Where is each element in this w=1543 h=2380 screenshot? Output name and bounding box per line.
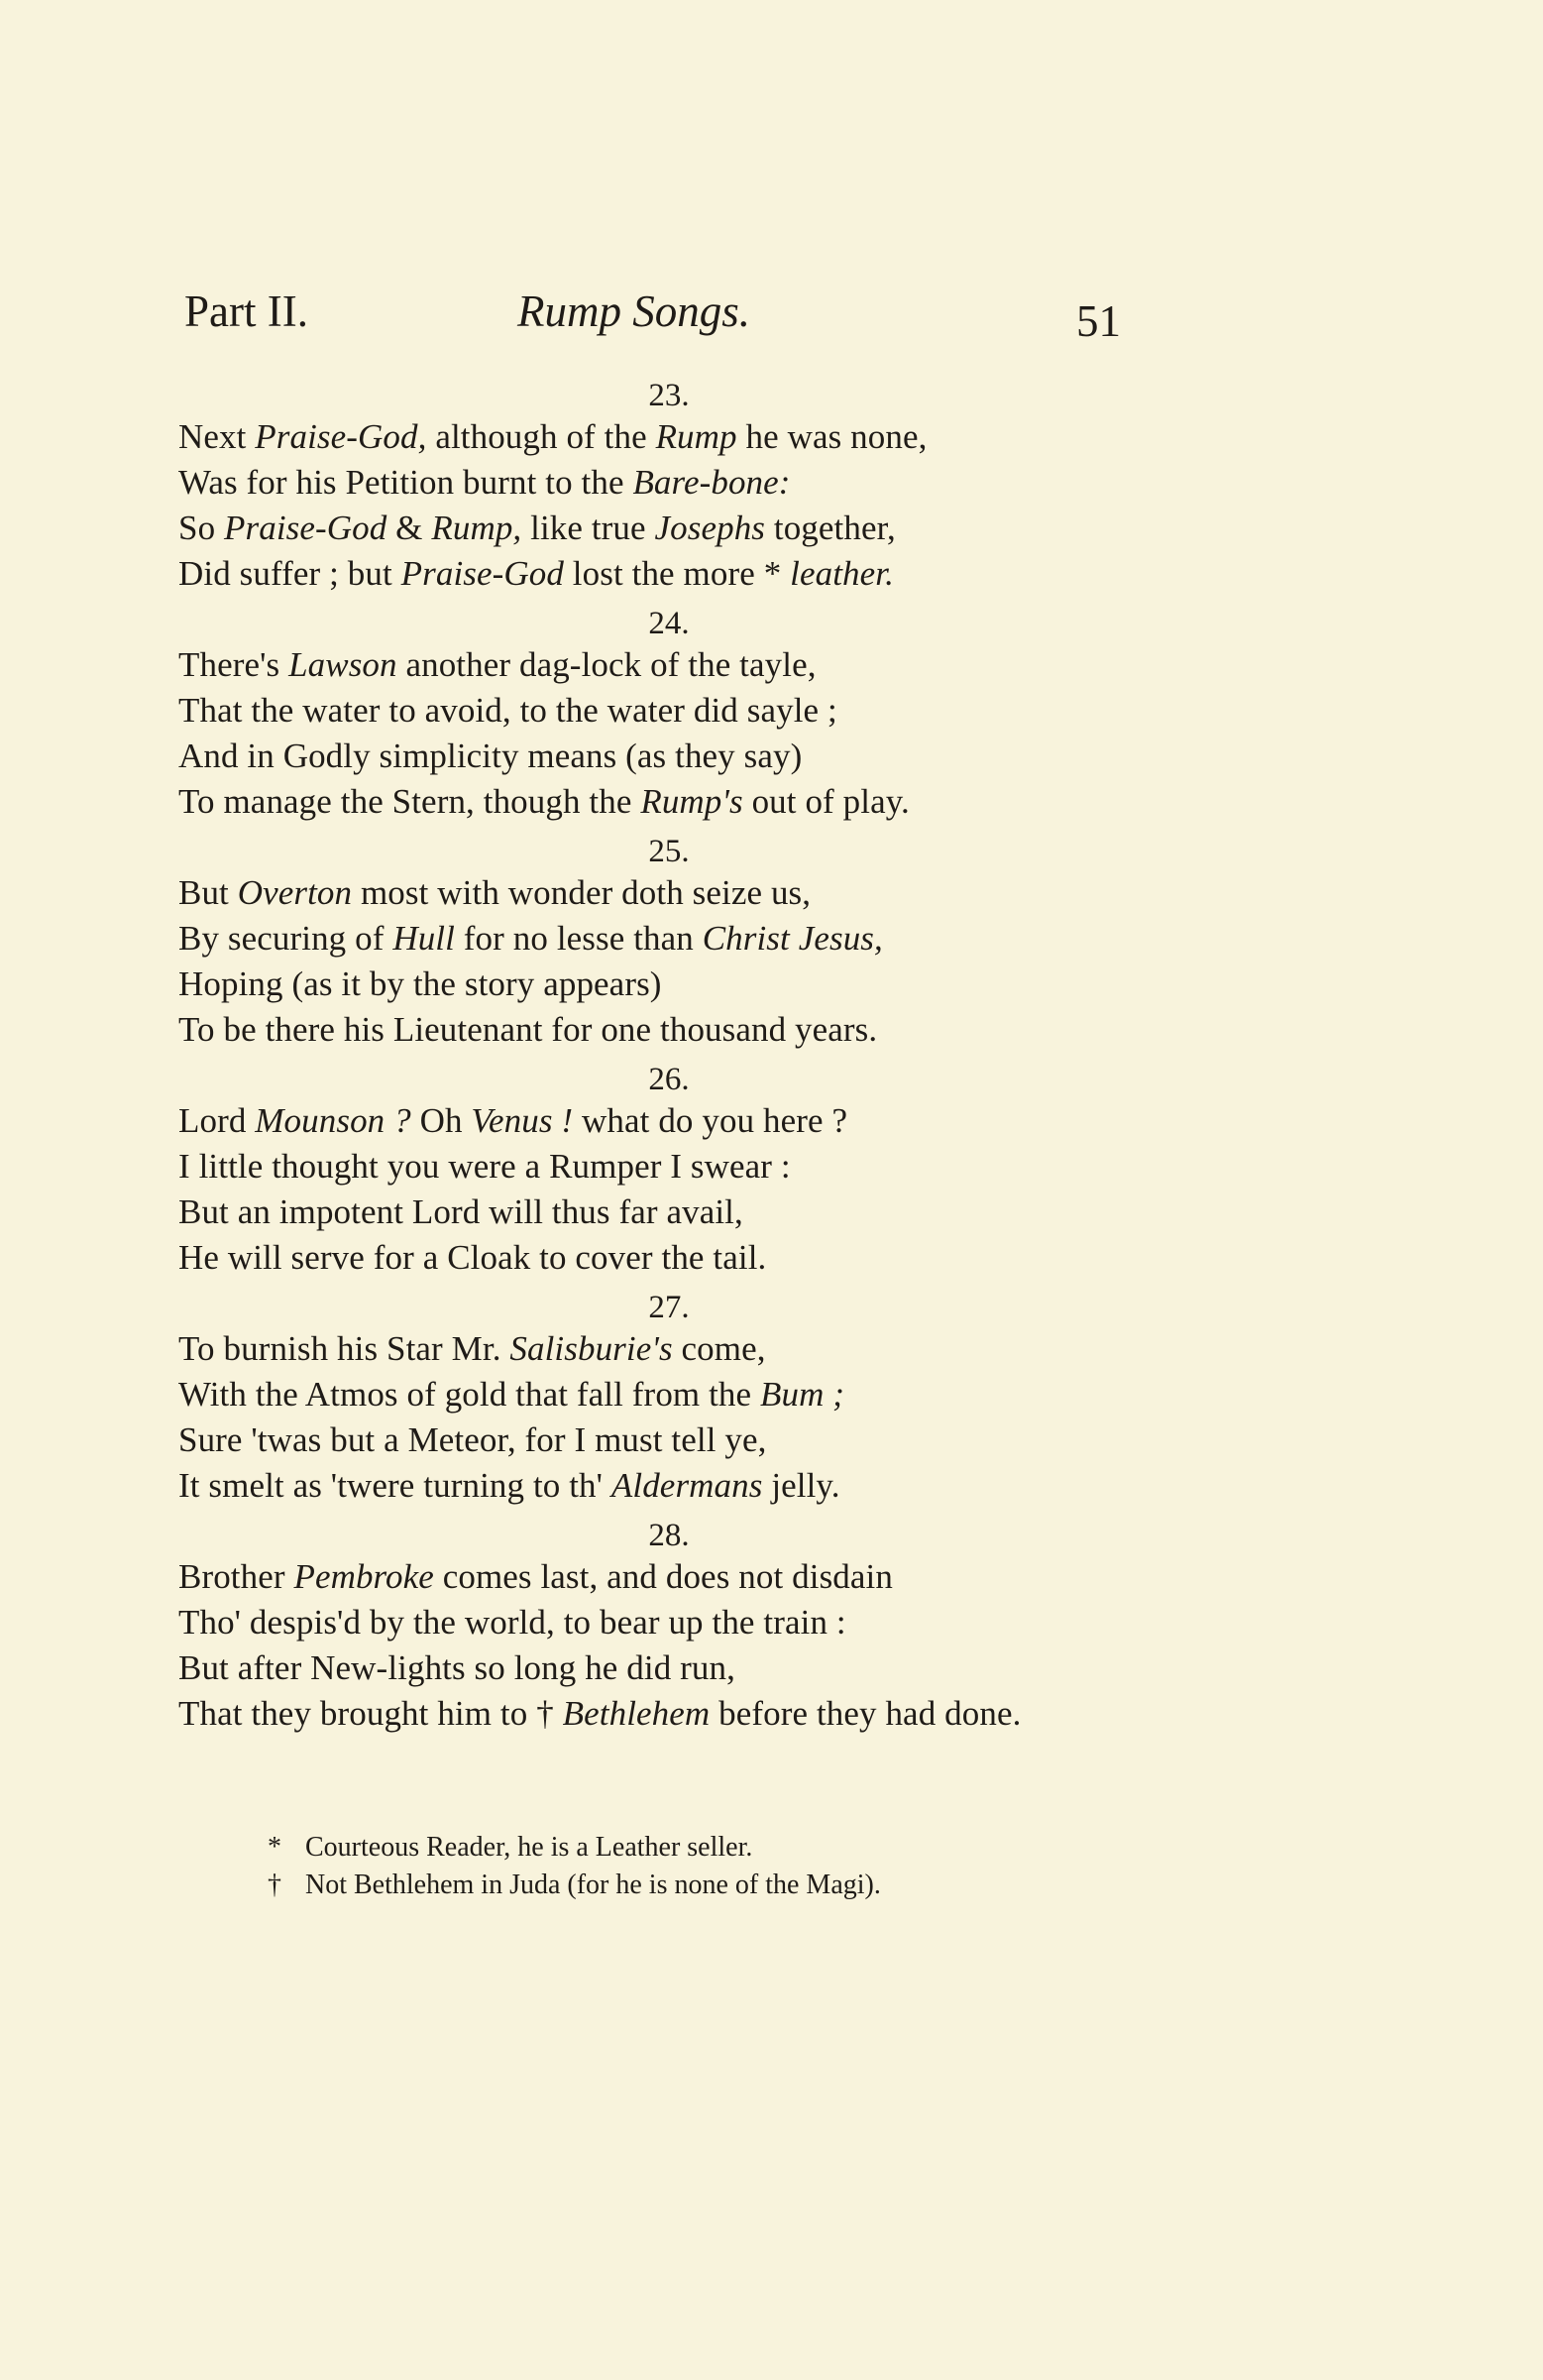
- italic-text: Praise-God: [400, 554, 564, 593]
- italic-text: Christ Jesus,: [702, 919, 883, 958]
- verse-text: &: [386, 509, 432, 547]
- verse-text: he was none,: [736, 417, 928, 456]
- verse-line: [178, 1144, 1130, 1190]
- verse-line: [178, 1190, 1130, 1235]
- verse-text: Oh: [410, 1101, 472, 1140]
- italic-text: Salisburie's: [509, 1329, 673, 1368]
- italic-text: Praise-God,: [255, 417, 427, 456]
- verse-text: out of play.: [742, 782, 910, 821]
- verse-text: But: [178, 873, 238, 912]
- stanza: [178, 1061, 1130, 1281]
- verse-line: [178, 779, 1130, 825]
- verse-text: for no lesse than: [454, 919, 703, 958]
- stanza-number: 25.: [648, 834, 690, 869]
- footnote: [268, 1829, 1140, 1867]
- verse-text: Next: [178, 417, 256, 456]
- italic-text: Aldermans: [610, 1466, 763, 1505]
- verse-text: By securing of: [178, 919, 393, 958]
- verse-line: [178, 916, 1130, 962]
- running-title: Rump Songs.: [517, 286, 750, 336]
- verse-text: To burnish his Star Mr.: [178, 1329, 510, 1368]
- italic-text: Overton: [237, 873, 353, 912]
- verse-line: [178, 1326, 1130, 1372]
- verse-text: lost the more *: [563, 554, 791, 593]
- verse-line: [178, 1417, 1130, 1463]
- stanza: [178, 377, 1130, 597]
- verse-line: [178, 1235, 1130, 1281]
- verse-text: come,: [672, 1329, 766, 1368]
- verse-line: [178, 1007, 1130, 1053]
- verse-text: And in Godly simplicity means (as they say): [178, 737, 803, 775]
- verse-text: Was for his Petition burnt to the: [178, 463, 633, 502]
- italic-text: Praise-God: [224, 509, 387, 547]
- verse-text: Lord: [178, 1101, 256, 1140]
- italic-text: Rump's: [640, 782, 743, 821]
- verse-line: [178, 1463, 1130, 1509]
- verse-text: together,: [765, 509, 896, 547]
- verse-line: [178, 1645, 1130, 1691]
- italic-text: Mounson ?: [255, 1101, 411, 1140]
- verse-line: [178, 1691, 1130, 1737]
- italic-text: Rump,: [431, 509, 522, 547]
- verse-line: [178, 506, 1130, 551]
- verse-text: It smelt as 'twere turning to th': [178, 1466, 611, 1505]
- italic-text: Lawson: [288, 645, 397, 684]
- stanza: [178, 605, 1130, 825]
- verse-line: [178, 870, 1130, 916]
- verse-text: That they brought him to: [178, 1694, 537, 1733]
- italic-text: Rump: [655, 417, 737, 456]
- footnotes: [268, 1829, 1140, 1904]
- stanza-number: 24.: [648, 606, 690, 641]
- verse-line: [178, 1554, 1130, 1600]
- stanza-number: 27.: [648, 1290, 690, 1325]
- verse-text: That the water to avoid, to the water did sayle ;: [178, 691, 837, 730]
- italic-text: Pembroke: [293, 1557, 434, 1596]
- poem-body: [178, 377, 1130, 1745]
- verse-text: jelly.: [762, 1466, 840, 1505]
- verse-text: But an impotent Lord will thus far avail,: [178, 1192, 743, 1231]
- footnote: [268, 1867, 1140, 1904]
- italic-text: Bethlehem: [562, 1694, 711, 1733]
- verse-text: comes last, and does not disdain: [433, 1557, 893, 1596]
- italic-text: Bare-bone:: [632, 463, 791, 502]
- verse-text: To be there his Lieutenant for one thousand years.: [178, 1010, 878, 1049]
- verse-line: [178, 1600, 1130, 1645]
- verse-text: another dag-lock of the tayle,: [396, 645, 817, 684]
- verse-text: Tho' despis'd by the world, to bear up the train :: [178, 1603, 846, 1642]
- verse-line: [178, 962, 1130, 1007]
- verse-text: Brother: [178, 1557, 294, 1596]
- stanza: [178, 1517, 1130, 1737]
- verse-text: like true: [521, 509, 655, 547]
- verse-text: With the Atmos of gold that fall from the: [178, 1375, 760, 1414]
- verse-text: Sure 'twas but a Meteor, for I must tell ye,: [178, 1420, 767, 1459]
- part-label: Part II.: [184, 286, 308, 336]
- verse-line: [178, 734, 1130, 779]
- verse-text: Did suffer ; but: [178, 554, 401, 593]
- verse-text: I little thought you were a Rumper I swear :: [178, 1147, 791, 1186]
- italic-text: Bum ;: [760, 1375, 845, 1414]
- stanza-number: 23.: [648, 378, 690, 413]
- verse-text: most with wonder doth seize us,: [352, 873, 812, 912]
- verse-text: Hoping (as it by the story appears): [178, 964, 662, 1003]
- verse-text: But after New-lights so long he did run,: [178, 1648, 735, 1687]
- italic-text: Josephs: [654, 509, 766, 547]
- verse-line: [178, 642, 1130, 688]
- footnote-text: Courteous Reader, he is a Leather seller.: [305, 1832, 753, 1863]
- verse-line: [178, 551, 1130, 597]
- verse-line: [178, 460, 1130, 506]
- footnote-text: Not Bethlehem in Juda (for he is none of the Magi).: [305, 1870, 881, 1900]
- verse-text: before they had done.: [710, 1694, 1022, 1733]
- verse-text: He will serve for a Cloak to cover the tail.: [178, 1238, 767, 1277]
- verse-text: although of the: [426, 417, 656, 456]
- stanza: [178, 833, 1130, 1053]
- italic-text: Venus !: [471, 1101, 574, 1140]
- running-head: [184, 282, 1126, 346]
- verse-line: [178, 1098, 1130, 1144]
- verse-line: [178, 414, 1130, 460]
- verse-text: There's: [178, 645, 289, 684]
- stanza: [178, 1289, 1130, 1509]
- page-number: 51: [1076, 296, 1121, 346]
- verse-text: So: [178, 509, 225, 547]
- verse-line: [178, 1372, 1130, 1417]
- stanza-number: 28.: [648, 1518, 690, 1553]
- footnote-mark: †: [268, 1870, 281, 1900]
- verse-text: To manage the Stern, though the: [178, 782, 641, 821]
- stanza-number: 26.: [648, 1062, 690, 1097]
- verse-line: [178, 688, 1130, 734]
- verse-text: †: [536, 1694, 563, 1733]
- footnote-mark: *: [268, 1832, 281, 1863]
- italic-text: leather.: [790, 554, 894, 593]
- italic-text: Hull: [392, 919, 455, 958]
- verse-text: what do you here ?: [573, 1101, 848, 1140]
